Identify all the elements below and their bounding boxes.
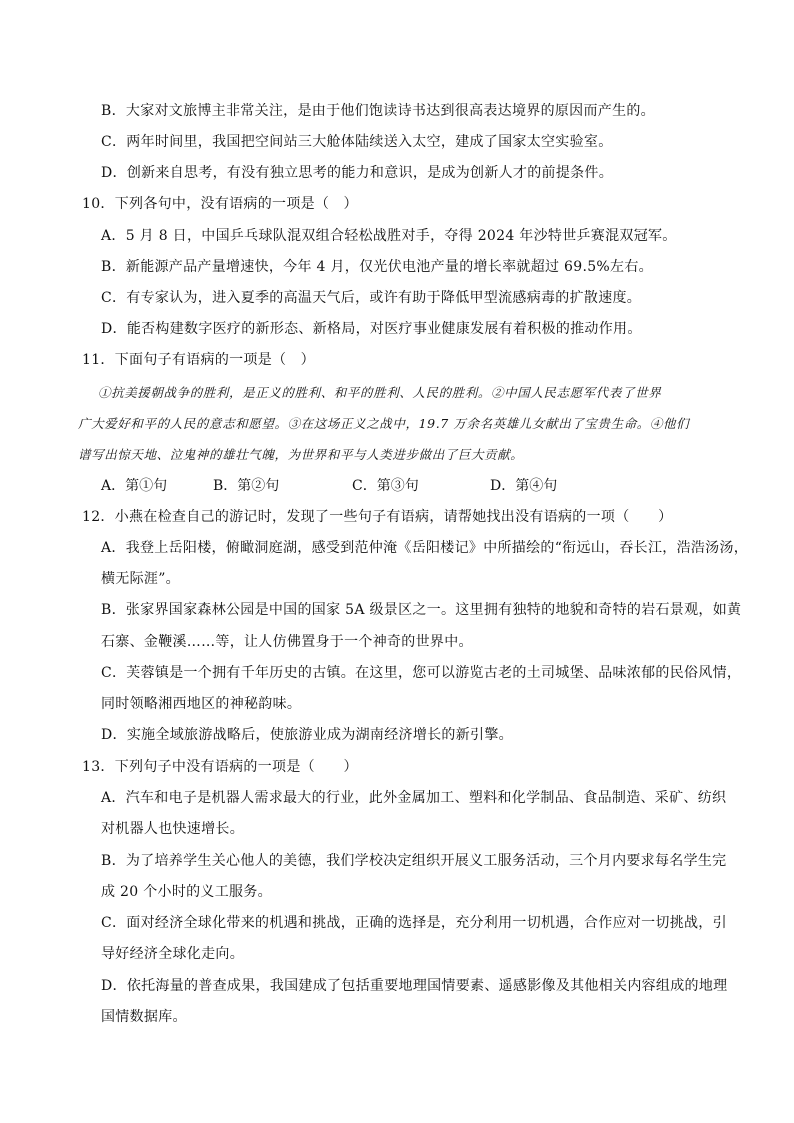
q10-option-c: C．有专家认为，进入夏季的高温天气后，或许有助于降低甲型流感病毒的扩散速度。 [101,290,642,306]
q9-option-b: B．大家对文旅博主非常关注，是由于他们饱读诗书达到很高表达境界的原因而产生的。 [101,103,655,119]
q13-option-c-line2: 导好经济全球化走向。 [101,946,244,962]
q10-option-d: D．能否构建数字医疗的新形态、新格局，对医疗事业健康发展有着积极的推动作用。 [101,321,642,337]
q13-option-b-line2: 成 20 个小时的义工服务。 [101,884,272,900]
q11-stem: 11．下面句子有语病的一项是（ ） [82,352,315,368]
q12-option-a-line1: A．我登上岳阳楼，俯瞰洞庭湖，感受到范仲淹《岳阳楼记》中所描绘的“衔远山，吞长江，浩浩汤汤， [101,540,749,556]
q11-choice-a: A．第①句 [101,478,168,494]
q13-option-c-line1: C．面对经济全球化带来的机遇和挑战，正确的选择是，充分利用一切机遇，合作应对一切挑战，引 [101,915,727,931]
q12-stem: 12．小燕在检查自己的游记时，发现了一些句子有语病，请帮她找出没有语病的一项（ ） [82,509,673,525]
q13-option-a-line2: 对机器人也快速增长。 [101,821,244,837]
q11-passage-line-2: 广大爱好和平的人民的意志和愿望。③在这场正义之战中，19.7 万余名英雄儿女献出了宝贵生命。④他们 [78,416,690,431]
q13-stem: 13．下列句子中没有语病的一项是（ ） [82,759,358,775]
q11-choice-b: B．第②句 [213,478,280,494]
q11-passage-line-1: ①抗美援朝战争的胜利，是正义的胜利、和平的胜利、人民的胜利。②中国人民志愿军代表了世界 [98,385,662,400]
q9-option-d: D．创新来自思考，有没有独立思考的能力和意识，是成为创新人才的前提条件。 [101,165,614,181]
q12-option-c-line1: C．芙蓉镇是一个拥有千年历史的古镇。在这里，您可以游览古老的土司城堡、品味浓郁的民俗风情， [101,665,742,681]
q12-option-b-line1: B．张家界国家森林公园是中国的国家 5A 级景区之一。这里拥有独特的地貌和奇特的岩石景观，如黄 [101,602,742,618]
q10-option-a: A．5 月 8 日，中国乒乓球队混双组合轻松战胜对手，夺得 2024 年沙特世乒赛混双冠军。 [101,228,677,244]
q12-option-a-line2: 横无际涯”。 [101,571,180,587]
q9-option-c: C．两年时间里，我国把空间站三大舱体陆续送入太空，建成了国家太空实验室。 [101,134,613,150]
q10-option-b: B．新能源产品产量增速快，今年 4 月，仅光伏电池产量的增长率就超过 69.5%左右。 [101,259,653,275]
q11-choice-d: D．第④句 [490,478,558,494]
q13-option-d-line2: 国情数据库。 [101,1009,187,1025]
q12-option-c-line2: 同时领略湘西地区的神秘韵味。 [101,696,302,712]
q13-option-d-line1: D．依托海量的普查成果，我国建成了包括重要地理国情要素、遥感影像及其他相关内容组成的地理 [101,978,728,994]
q12-option-d: D．实施全域旅游战略后，使旅游业成为湖南经济增长的新引擎。 [101,727,513,743]
q12-option-b-line2: 石寨、金鞭溪……等，让人仿佛置身于一个神奇的世界中。 [101,634,473,650]
q13-option-a-line1: A．汽车和电子是机器人需求最大的行业，此外金属加工、塑料和化学制品、食品制造、采矿、纺织 [101,790,727,806]
q11-choice-c: C．第③句 [352,478,419,494]
q11-passage-line-3: 谱写出惊天地、泣鬼神的雄壮气魄，为世界和平与人类进步做出了巨大贡献。 [78,447,524,462]
q13-option-b-line1: B．为了培养学生关心他人的美德，我们学校决定组织开展义工服务活动，三个月内要求每名学生完 [101,853,727,869]
q10-stem: 10．下列各句中，没有语病的一项是（ ） [82,196,358,212]
